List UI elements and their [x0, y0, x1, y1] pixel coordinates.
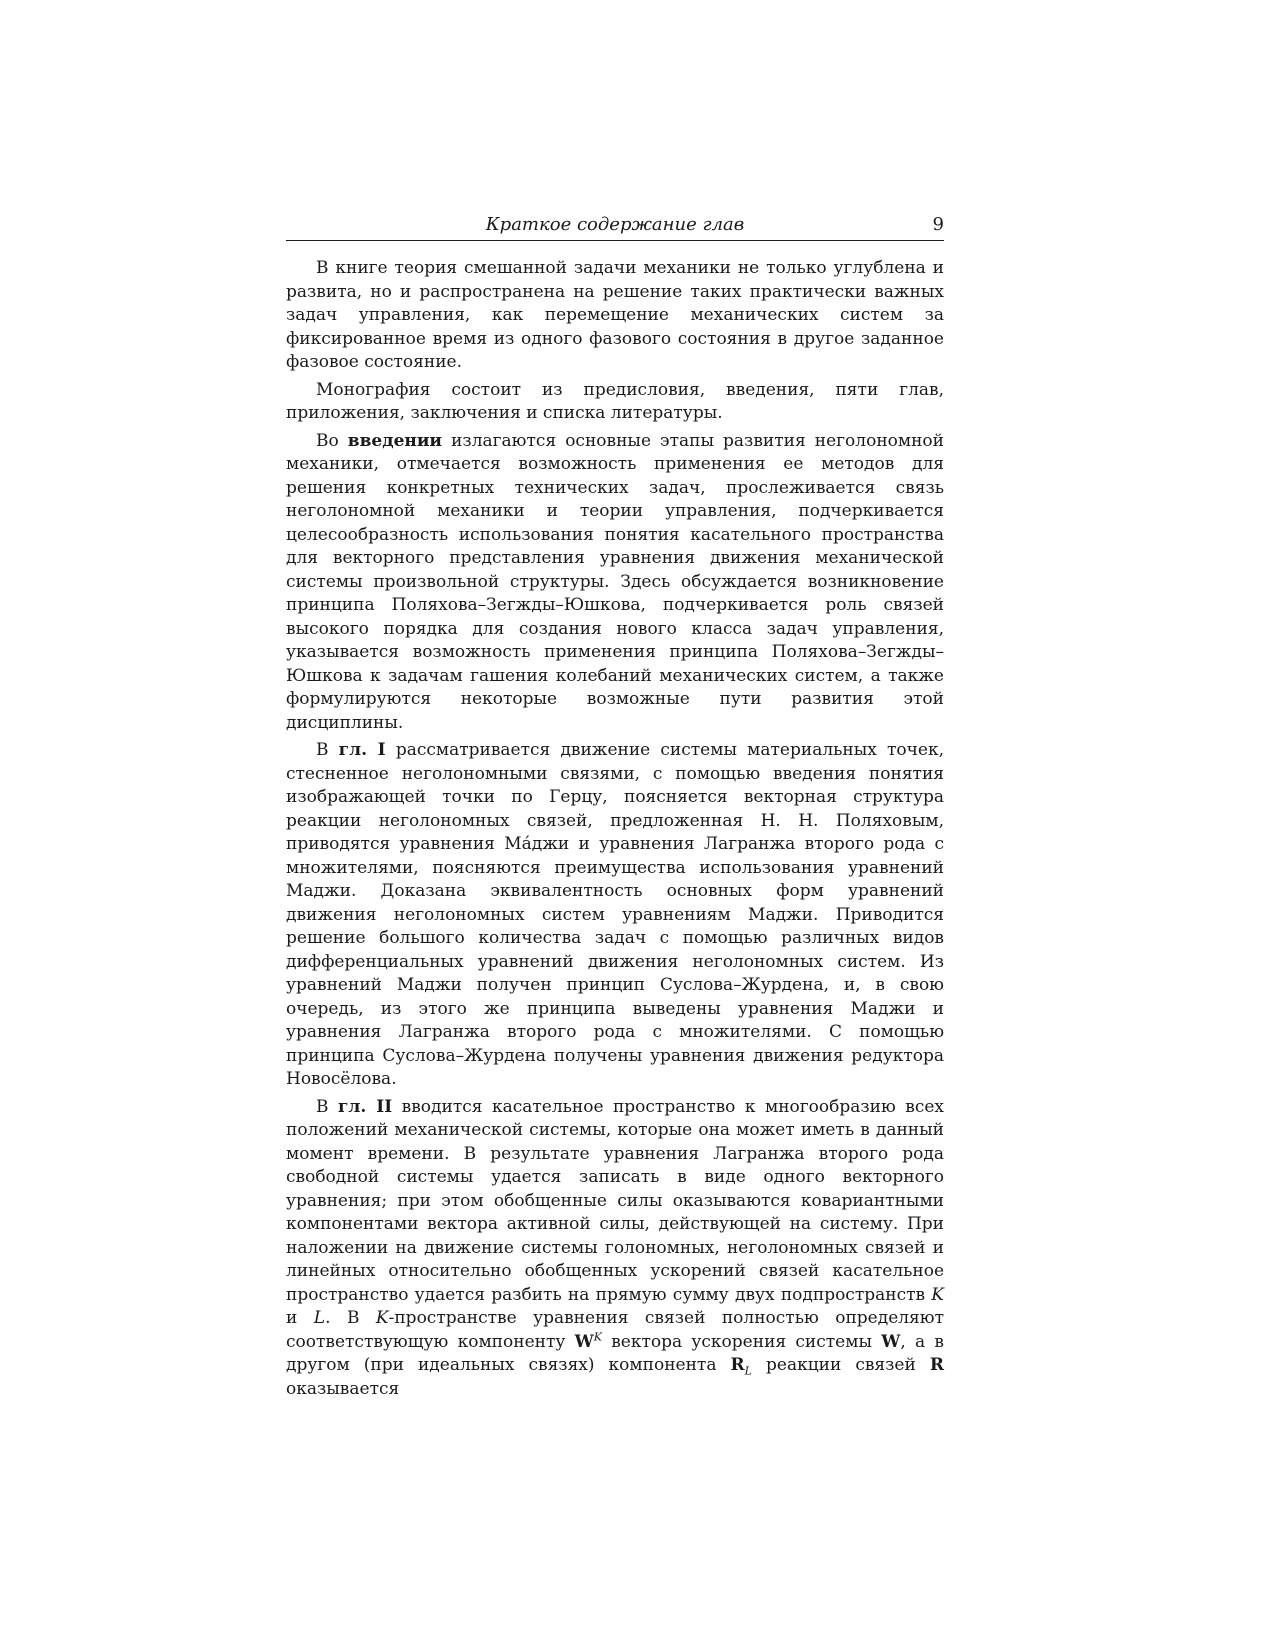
bold-term-chapter-2: гл. II [337, 1096, 393, 1117]
page-number: 9 [932, 214, 944, 235]
math-vector-R: R [929, 1355, 944, 1375]
paragraph-text: вектора ускорения системы [601, 1331, 882, 1352]
bold-term-chapter-1: гл. I [338, 740, 386, 760]
running-title: Краткое содержание глав [485, 214, 745, 235]
math-superscript-K [594, 1330, 602, 1343]
body-text [286, 257, 944, 1401]
paragraph-text: рассматривается движение системы материальных точек, стесненное неголономными связями, с помощью введения понятия изображающей точки по Герцу, поясняется векторная структура реакции неголономных связей, предложенная Н. Н. Поляховым, приводятся уравнения Ма́джи и уравнения Лагранжа второго рода с множителями, поясняются преимущества использования уравнений Маджи. Доказана эквивалентность основных форм уравнений движения неголономных систем уравнениям Маджи. Приводится решение большого количества задач с помощью различных видов дифференциальных уравнений движения неголономных систем. Из уравнений Маджи получен принцип Суслова–Журдена, и, в свою очередь, из этого же принципа выведены уравнения Маджи и уравнения Лагранжа второго рода с множителями. С помощью принципа Суслова–Журдена получены уравнения движения редуктора Новосёлова. [286, 740, 944, 1089]
document-page [286, 212, 944, 1405]
math-vector-W: W [574, 1331, 594, 1352]
math-vector-R: R [730, 1355, 745, 1375]
math-symbol-L: L [313, 1308, 326, 1328]
paragraph-text: и [286, 1308, 314, 1328]
math-vector-W: W [881, 1331, 901, 1352]
math-symbol-K: K [375, 1308, 389, 1328]
paragraph-lead: Во [316, 430, 348, 451]
paragraph-lead: В [316, 740, 339, 760]
paragraph-text: вводится касательное пространство к многообразию всех положений механической системы, которые она может иметь в данный момент времени. В результате уравнения Лагранжа второго рода свободной системы удается записать в виде одного векторного уравнения; при этом обобщенные силы оказываются ковариантными компонентами вектора активной силы, действующей на систему. При наложении на движение системы голономных, неголономных связей и линейных относительно обобщенных ускорений связей касательное пространство удается разбить на прямую сумму двух подпространств [286, 1096, 944, 1305]
paragraph-text: , а в другом (при идеальных связях) компонента [286, 1331, 944, 1375]
math-symbol-L: L [744, 1364, 752, 1378]
paragraph-text: реакции связей [751, 1355, 930, 1375]
bold-term-introduction: введении [347, 430, 443, 451]
paragraph-chapter-2 [286, 1096, 944, 1402]
paragraph-text: -пространстве уравнения связей полностью определяют соответствующую компоненту [286, 1308, 944, 1352]
paragraph-text: . В [325, 1308, 376, 1328]
paragraph-2: Монография состоит из предисловия, введения, пяти глав, приложения, заключения и списка литературы. [286, 379, 944, 423]
paragraph-text: излагаются основные этапы развития неголономной механики, отмечается возможность применения ее методов для решения конкретных технических задач, прослеживается связь неголономной механики и теории управления, подчеркивается целесообразность использования понятия касательного пространства для векторного представления уравнения движения механической системы произвольной структуры. Здесь обсуждается возникновение принципа Поляхова–Зегжды–Юшкова, подчеркивается роль связей высокого порядка для создания нового класса задач управления, указывается возможность применения принципа Поляхова–Зегжды–Юшкова к задачам гашения колебаний механических систем, а также формулируются некоторые возможные пути развития этой дисциплины. [286, 430, 945, 733]
math-symbol-K: K [931, 1284, 944, 1305]
paragraph-lead: В [316, 1096, 338, 1117]
paragraph-1: В книге теория смешанной задачи механики не только углублена и развита, но и распространена на решение таких практически важных задач управления, как перемещение механических систем за фиксированное время из одного фазового состояния в другое заданное фазовое состояние. [286, 258, 944, 372]
paragraph-text: оказывается [286, 1378, 400, 1399]
paragraph-chapter-1 [286, 739, 944, 1092]
running-head [286, 212, 944, 241]
math-symbol-K: K [593, 1329, 602, 1343]
math-subscript-L [745, 1364, 752, 1377]
paragraph-introduction [286, 430, 944, 736]
